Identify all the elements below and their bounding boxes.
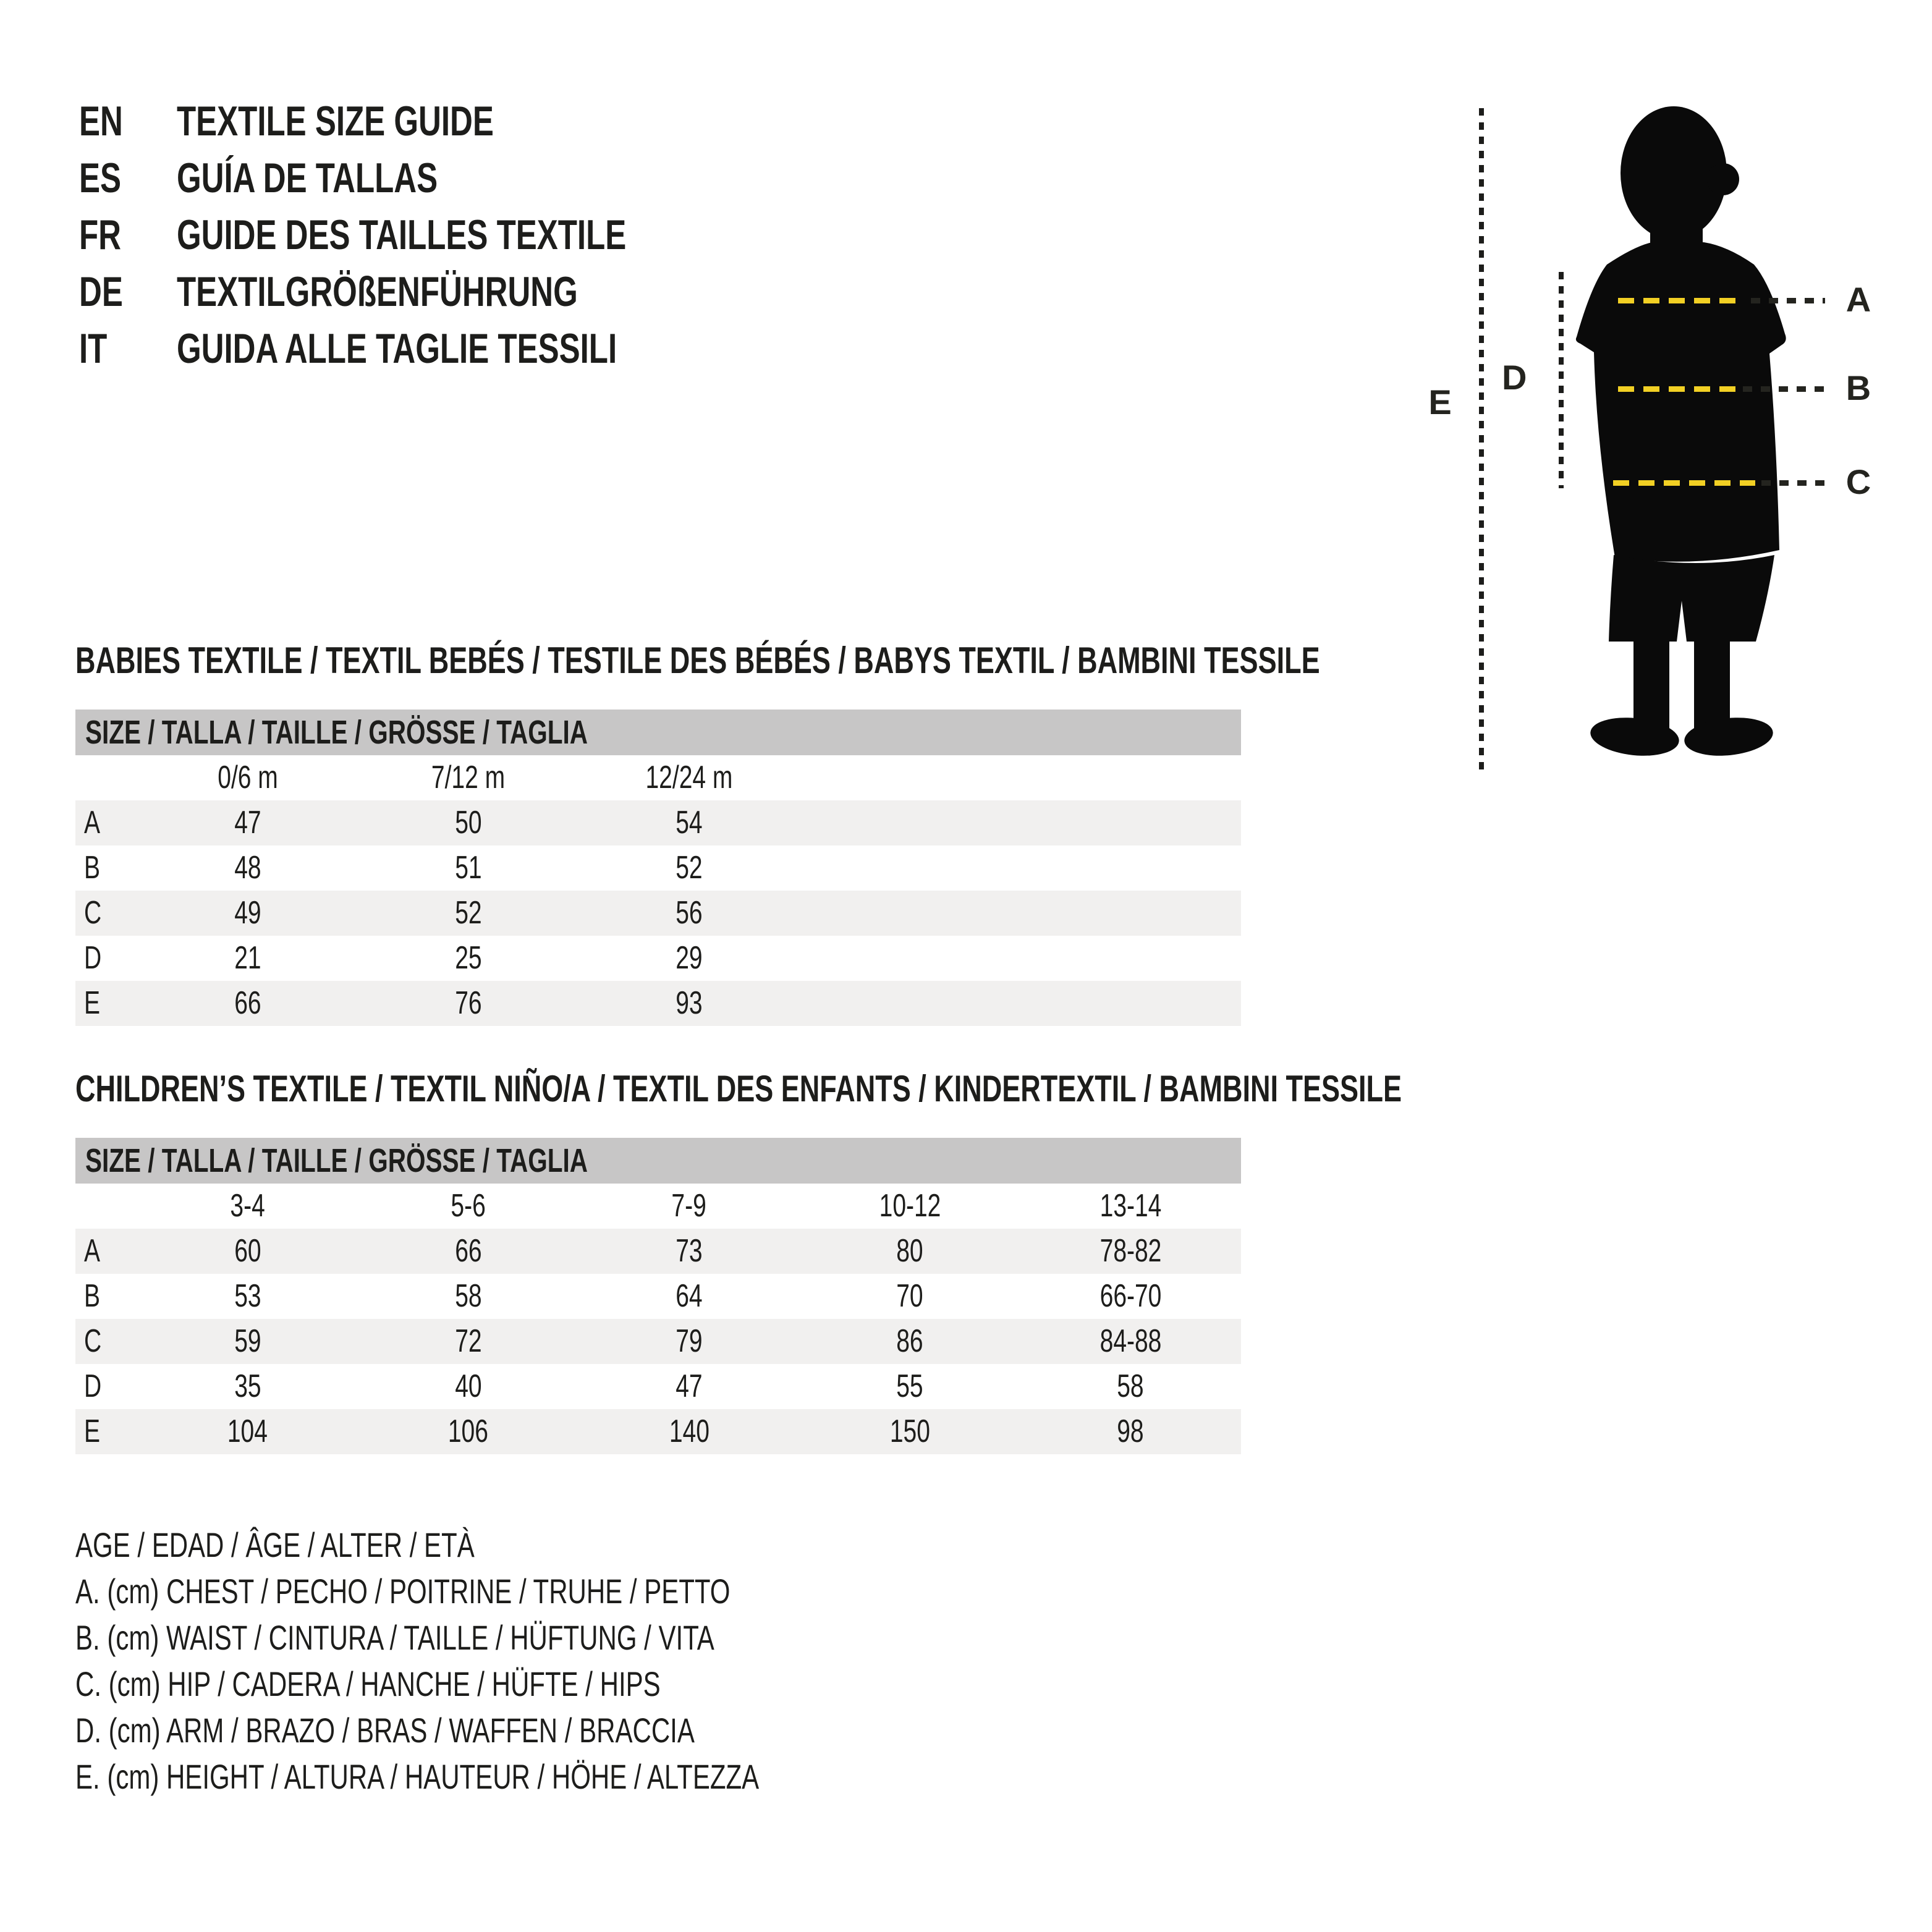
row-label: C <box>84 1323 102 1359</box>
language-code: FR <box>79 211 121 258</box>
value-cell: 79 <box>676 1323 703 1359</box>
measurement-legend <box>75 1522 987 1800</box>
empty-cell <box>1020 981 1241 1026</box>
empty-cell <box>800 891 1020 936</box>
value-cell: 64 <box>676 1278 703 1314</box>
value-cell: 47 <box>234 805 261 841</box>
language-code: IT <box>79 325 108 372</box>
value-cell: 84-88 <box>1099 1323 1162 1359</box>
table-row <box>75 981 1241 1026</box>
value-cell: 52 <box>676 850 703 886</box>
column-header: 12/24 m <box>645 760 733 795</box>
legend-line-chest: A. (cm) CHEST / PECHO / POITRINE / TRUHE / PETTO <box>75 1572 731 1611</box>
child-silhouette-graphic <box>1573 99 1795 766</box>
language-code: ES <box>79 155 122 201</box>
hip-dotted-leader-C <box>1761 480 1825 486</box>
value-cell: 86 <box>896 1323 923 1359</box>
row-label: B <box>84 1278 101 1314</box>
legend-line-waist: B. (cm) WAIST / CINTURA / TAILLE / HÜFTUNG / VITA <box>75 1618 714 1657</box>
language-title: GUIDA ALLE TAGLIE TESSILI <box>177 325 617 372</box>
value-cell: 76 <box>455 985 482 1021</box>
empty-cell <box>800 981 1020 1026</box>
value-cell: 55 <box>896 1368 923 1404</box>
value-cell: 93 <box>676 985 703 1021</box>
measure-label-waist: B <box>1845 368 1873 407</box>
empty-cell <box>1020 936 1241 981</box>
empty-cell <box>800 800 1020 845</box>
empty-cell <box>800 845 1020 891</box>
value-cell: 56 <box>676 895 703 931</box>
children-size-header-bar <box>75 1138 1241 1184</box>
value-cell: 140 <box>669 1413 710 1449</box>
row-label: E <box>84 985 101 1021</box>
waist-dotted-leader-B <box>1743 386 1825 392</box>
value-cell: 50 <box>455 805 482 841</box>
value-cell: 52 <box>455 895 482 931</box>
value-cell: 53 <box>234 1278 261 1314</box>
value-cell: 47 <box>676 1368 703 1404</box>
language-row <box>79 93 776 150</box>
language-code: EN <box>79 98 123 145</box>
value-cell: 150 <box>889 1413 930 1449</box>
empty-cell <box>800 755 1020 800</box>
column-header: 3-4 <box>230 1188 265 1224</box>
value-cell: 98 <box>1117 1413 1145 1449</box>
language-row <box>79 150 776 206</box>
language-title: GUÍA DE TALLAS <box>177 155 438 201</box>
size-header-text: SIZE / TALLA / TAILLE / GRÖSSE / TAGLIA <box>85 714 588 751</box>
language-row <box>79 206 776 263</box>
value-cell: 48 <box>234 850 261 886</box>
babies-column-header-row <box>75 755 1241 800</box>
legend-line-height: E. (cm) HEIGHT / ALTURA / HAUTEUR / HÖHE / ALTEZZA <box>75 1757 760 1796</box>
row-label: D <box>84 940 102 976</box>
language-title-block <box>79 93 776 377</box>
value-cell: 66 <box>455 1233 482 1269</box>
value-cell: 25 <box>455 940 482 976</box>
row-label: D <box>84 1368 102 1404</box>
value-cell: 106 <box>448 1413 489 1449</box>
value-cell: 60 <box>234 1233 261 1269</box>
children-section <box>75 1068 1402 1454</box>
row-label: E <box>84 1413 101 1449</box>
table-row <box>75 936 1241 981</box>
silhouette-right-leg <box>1694 637 1730 732</box>
table-row <box>75 800 1241 845</box>
value-cell: 70 <box>896 1278 923 1314</box>
babies-size-header-bar <box>75 710 1241 755</box>
column-header: 7/12 m <box>431 760 506 795</box>
children-heading <box>75 1068 1402 1109</box>
babies-heading-text: BABIES TEXTILE / TEXTIL BEBÉS / TESTILE DES BÉBÉS / BABYS TEXTIL / BAMBINI TESSILE <box>75 640 1320 681</box>
value-cell: 72 <box>455 1323 482 1359</box>
row-label: A <box>84 805 101 841</box>
column-header: 10-12 <box>879 1188 941 1224</box>
value-cell: 104 <box>227 1413 268 1449</box>
row-label: C <box>84 895 102 931</box>
column-header: 0/6 m <box>217 760 278 795</box>
chest-dash-line-A <box>1618 298 1743 303</box>
legend-line-hip: C. (cm) HIP / CADERA / HANCHE / HÜFTE / HIPS <box>75 1664 661 1703</box>
legend-line-age: AGE / EDAD / ÂGE / ALTER / ETÀ <box>75 1525 475 1564</box>
table-row <box>75 891 1241 936</box>
empty-cell <box>75 755 137 800</box>
legend-line-arm: D. (cm) ARM / BRAZO / BRAS / WAFFEN / BRACCIA <box>75 1711 695 1750</box>
value-cell: 59 <box>234 1323 261 1359</box>
silhouette-shorts <box>1609 555 1774 642</box>
measure-label-hip: C <box>1845 462 1873 501</box>
chest-dotted-leader-A <box>1751 298 1825 303</box>
table-row <box>75 1229 1241 1274</box>
value-cell: 66-70 <box>1099 1278 1162 1314</box>
column-header: 7-9 <box>671 1188 707 1224</box>
table-row <box>75 1409 1241 1454</box>
value-cell: 40 <box>455 1368 482 1404</box>
value-cell: 49 <box>234 895 261 931</box>
babies-heading <box>75 640 1320 681</box>
value-cell: 35 <box>234 1368 261 1404</box>
children-heading-text: CHILDREN’S TEXTILE / TEXTIL NIÑO/A / TEXTIL DES ENFANTS / KINDERTEXTIL / BAMBINI TESSILE <box>75 1068 1402 1109</box>
silhouette-left-leg <box>1633 637 1669 732</box>
value-cell: 58 <box>455 1278 482 1314</box>
column-header: 5-6 <box>451 1188 486 1224</box>
waist-dash-line-B <box>1618 386 1735 392</box>
language-row <box>79 263 776 320</box>
empty-cell <box>1020 800 1241 845</box>
language-title: GUIDE DES TAILLES TEXTILE <box>177 211 627 258</box>
size-header-text: SIZE / TALLA / TAILLE / GRÖSSE / TAGLIA <box>85 1142 588 1179</box>
value-cell: 58 <box>1117 1368 1145 1404</box>
measure-label-height: E <box>1428 383 1453 422</box>
silhouette-torso <box>1576 242 1786 562</box>
measure-label-chest: A <box>1845 280 1873 319</box>
children-column-header-row <box>75 1184 1241 1229</box>
language-row <box>79 320 776 377</box>
silhouette-ear <box>1707 163 1739 195</box>
empty-cell <box>75 1184 137 1229</box>
empty-cell <box>1020 845 1241 891</box>
value-cell: 66 <box>234 985 261 1021</box>
value-cell: 73 <box>676 1233 703 1269</box>
children-table <box>75 1138 1241 1454</box>
value-cell: 54 <box>676 805 703 841</box>
language-code: DE <box>79 268 123 315</box>
table-row <box>75 1319 1241 1364</box>
table-row <box>75 1274 1241 1319</box>
value-cell: 29 <box>676 940 703 976</box>
empty-cell <box>800 936 1020 981</box>
babies-section <box>75 640 1320 1026</box>
empty-cell <box>1020 755 1241 800</box>
arm-measure-line-D <box>1559 272 1564 488</box>
value-cell: 21 <box>234 940 261 976</box>
table-row <box>75 1364 1241 1409</box>
babies-table <box>75 710 1241 1026</box>
table-row <box>75 845 1241 891</box>
value-cell: 80 <box>896 1233 923 1269</box>
column-header: 13-14 <box>1099 1188 1162 1224</box>
language-title: TEXTILGRÖßENFÜHRUNG <box>177 268 578 315</box>
measure-label-arm: D <box>1502 358 1528 397</box>
hip-dash-line-C <box>1613 480 1755 486</box>
language-title: TEXTILE SIZE GUIDE <box>177 98 494 145</box>
value-cell: 51 <box>455 850 482 886</box>
value-cell: 78-82 <box>1099 1233 1162 1269</box>
row-label: A <box>84 1233 101 1269</box>
empty-cell <box>1020 891 1241 936</box>
row-label: B <box>84 850 101 886</box>
height-measure-line-E <box>1479 108 1484 776</box>
